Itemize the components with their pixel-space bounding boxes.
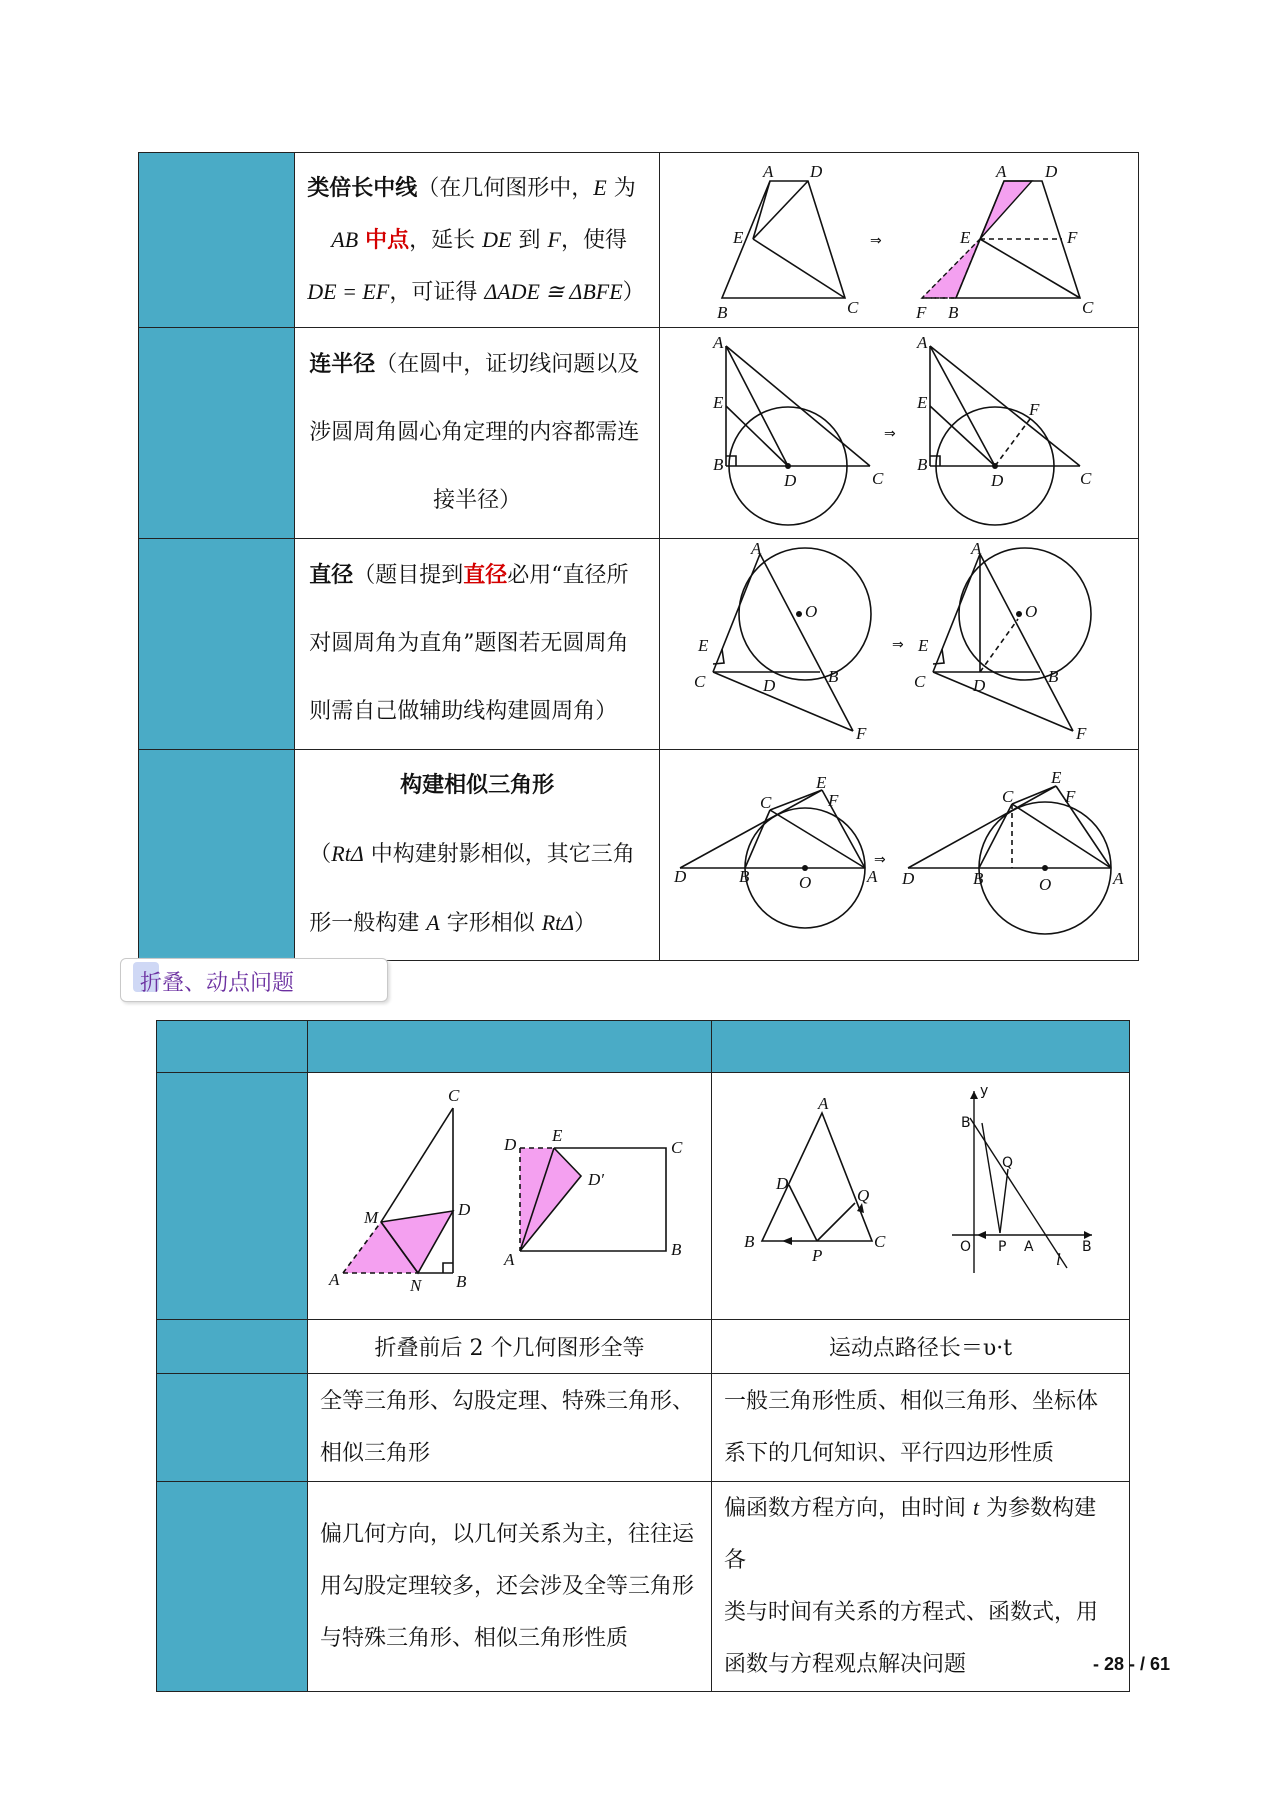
similar-triangle-figure — [660, 750, 1138, 956]
label-O: O — [798, 873, 812, 892]
motion-figure-cell — [712, 1073, 1130, 1320]
method-keyword: 构建相似三角形 — [400, 773, 555, 798]
label-D: D — [458, 1200, 471, 1219]
header-cell — [308, 1021, 712, 1073]
label-A: A — [712, 333, 724, 352]
label-B: B — [744, 1232, 755, 1251]
fold-motion-table — [156, 1020, 1130, 1692]
row-header-cell — [157, 1073, 308, 1320]
label-C2: C — [1081, 298, 1094, 317]
label-D2: D — [504, 1135, 517, 1154]
label-B: B — [827, 667, 839, 686]
diameter-figure — [660, 539, 1138, 745]
label-B2: B — [961, 1115, 971, 1131]
row-header-cell — [157, 1482, 308, 1692]
label-C2: C — [671, 1138, 683, 1157]
figure-cell — [659, 539, 1138, 750]
circle-figure-right — [930, 346, 1080, 525]
implies-arrow: ⇒ — [869, 233, 882, 249]
label-C2: C — [913, 672, 926, 691]
label-C: C — [874, 1232, 886, 1251]
coordinate-axes — [952, 1091, 1092, 1273]
fold-figure — [308, 1073, 711, 1313]
fold-figure-cell — [308, 1073, 712, 1320]
similar-left — [680, 790, 865, 928]
header-cell — [712, 1021, 1130, 1073]
method-table — [138, 152, 1139, 961]
label-D2: D — [990, 471, 1004, 490]
label-A2: A — [1112, 869, 1124, 888]
label-M: M — [364, 1208, 379, 1227]
motion-direction: 偏函数方程方向，由时间 t 为参数构建各 类与时间有关系的方程式、函数式，用 函数与方程观点解决问题 — [712, 1482, 1130, 1692]
label-B2: B — [972, 869, 984, 888]
label-B: B — [738, 867, 750, 886]
diameter-right — [933, 548, 1091, 731]
label-D2: D — [901, 869, 915, 888]
label-A: A — [329, 1270, 340, 1289]
circle-figure-left — [726, 346, 870, 525]
row-header-cell — [139, 750, 295, 961]
label-Q: Q — [857, 1186, 870, 1205]
label-E: E — [815, 773, 827, 792]
label-B2: B — [947, 303, 959, 322]
method-text-cell: 直径（题目提到直径必用“直径所 对圆周角为直角”题图若无圆周角 则需自己做辅助线构建圆周角） — [295, 539, 660, 750]
label-F3: F — [915, 303, 927, 322]
implies-arrow: ⇒ — [873, 852, 886, 868]
header-cell — [157, 1021, 308, 1073]
label-O: O — [960, 1239, 972, 1255]
label-B: B — [716, 303, 728, 322]
row-header-cell — [139, 328, 295, 539]
label-B2: B — [916, 455, 928, 474]
label-D: D — [783, 471, 797, 490]
label-O: O — [804, 602, 818, 621]
label-C: C — [871, 469, 884, 488]
label-D2: D — [972, 676, 986, 695]
label-C2: C — [1079, 469, 1092, 488]
label-A2: A — [995, 162, 1007, 181]
section-heading: 折叠、动点问题 — [140, 971, 295, 996]
motion-figure — [712, 1073, 1129, 1313]
label-E: E — [552, 1126, 563, 1145]
label-E: E — [712, 393, 724, 412]
motion-knowledge: 一般三角形性质、相似三角形、坐标体 系下的几何知识、平行四边形性质 — [712, 1374, 1130, 1482]
motion-summary: 运动点路径长＝υ·t — [712, 1320, 1130, 1374]
fold-summary: 折叠前后 2 个几何图形全等 — [308, 1320, 712, 1374]
shaded-triangle-ADE — [980, 181, 1032, 239]
label-F2: F — [1028, 400, 1040, 419]
figure-cell — [659, 153, 1138, 328]
label-Dprime: D′ — [588, 1170, 604, 1189]
row-header-cell — [139, 153, 295, 328]
row-header-cell — [157, 1374, 308, 1482]
row-header-cell — [157, 1320, 308, 1374]
label-C2: C — [1001, 787, 1014, 806]
label-P2: P — [998, 1239, 1007, 1255]
label-A: A — [818, 1094, 829, 1113]
label-l: l — [1056, 1250, 1061, 1269]
label-C: C — [759, 793, 772, 812]
label-A2: A — [1024, 1239, 1034, 1255]
shaded-triangle-BFE — [922, 239, 980, 298]
label-y: y — [980, 1083, 989, 1099]
label-D2: D — [1044, 162, 1058, 181]
label-Q2: Q — [1002, 1155, 1014, 1171]
label-D: D — [762, 676, 776, 695]
label-C: C — [448, 1086, 460, 1105]
method-text-cell: 类倍长中线（在几何图形中，E 为 AB 中点，延长 DE 到 F，使得 DE = EF，可证得 ΔADE ≅ ΔBFE） — [295, 153, 660, 328]
label-F2: F — [1075, 724, 1087, 743]
midline-figure — [660, 153, 1138, 323]
label-O2: O — [1024, 602, 1038, 621]
label-E2: E — [916, 393, 928, 412]
label-F2: F — [1066, 228, 1078, 247]
label-A: A — [866, 867, 878, 886]
label-F2: F — [1064, 787, 1076, 806]
label-E: E — [732, 228, 744, 247]
label-N: N — [410, 1276, 422, 1295]
row-header-cell — [139, 539, 295, 750]
label-B3: B — [1082, 1239, 1092, 1255]
label-O2: O — [1038, 875, 1052, 894]
label-C: C — [846, 298, 859, 317]
label-B2: B — [671, 1240, 682, 1259]
method-text-cell: 连半径（在圆中，证切线问题以及 涉圆周角圆心角定理的内容都需连 接半径） — [295, 328, 660, 539]
label-A: A — [750, 539, 762, 558]
implies-arrow: ⇒ — [891, 637, 904, 653]
page-number: - 28 - / 61 — [1092, 1654, 1170, 1674]
label-E: E — [697, 636, 709, 655]
label-D: D — [776, 1174, 789, 1193]
label-F: F — [855, 724, 867, 743]
label-B2: B — [1047, 667, 1059, 686]
label-F: F — [827, 791, 839, 810]
implies-arrow: ⇒ — [883, 426, 896, 442]
label-D: D — [809, 162, 823, 181]
label-C: C — [693, 672, 706, 691]
method-keyword: 连半径 — [309, 352, 376, 377]
method-keyword: 类倍长中线 — [307, 176, 418, 201]
label-E2: E — [1050, 768, 1062, 787]
radius-figure — [660, 328, 1138, 534]
label-E2: E — [959, 228, 971, 247]
label-A2: A — [916, 333, 928, 352]
method-keyword: 直径 — [309, 563, 354, 588]
fold-knowledge: 全等三角形、勾股定理、特殊三角形、 相似三角形 — [308, 1374, 712, 1482]
fold-direction: 偏几何方向，以几何关系为主，往往运 用勾股定理较多，还会涉及全等三角形 与特殊三角形、相似三角形性质 — [308, 1482, 712, 1692]
label-E2: E — [917, 636, 929, 655]
figure-cell — [659, 750, 1138, 961]
method-text-cell: 构建相似三角形 （RtΔ 中构建射影相似，其它三角 形一般构建 A 字形相似 RtΔ） — [295, 750, 660, 961]
label-A2: A — [504, 1250, 515, 1269]
figure-cell — [659, 328, 1138, 539]
label-B: B — [712, 455, 724, 474]
label-P: P — [812, 1246, 823, 1265]
similar-right — [908, 786, 1111, 934]
diameter-left — [713, 548, 871, 731]
label-A: A — [762, 162, 774, 181]
label-A2: A — [970, 539, 982, 558]
label-D: D — [673, 867, 687, 886]
label-B: B — [456, 1272, 467, 1291]
